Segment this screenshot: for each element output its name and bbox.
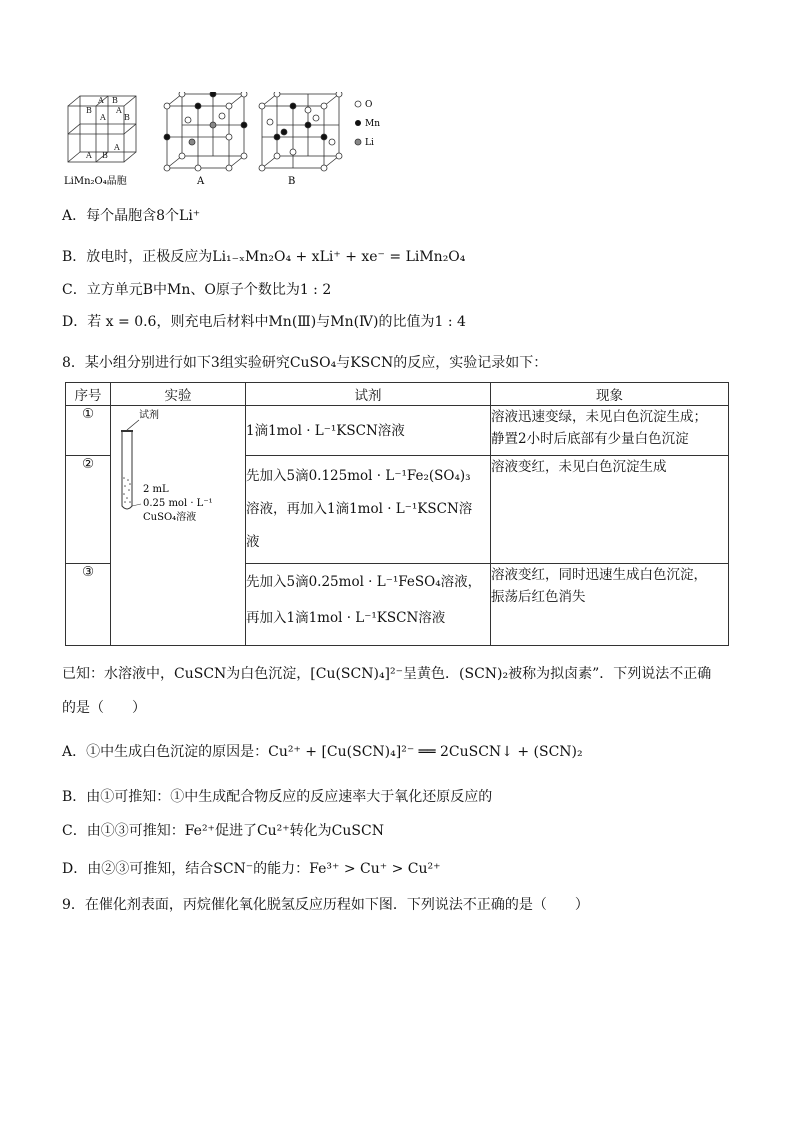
caption-a: A <box>197 176 205 187</box>
q7-option-a: A．每个晶胞含8个Li⁺ <box>62 208 201 224</box>
row-1-phenomenon: 溶液迅速变绿，未见白色沉淀生成； 静置2小时后底部有少量白色沉淀 <box>491 406 729 456</box>
row-1-no: ① <box>66 406 111 456</box>
crystal-figure <box>62 92 402 188</box>
experiment-table <box>65 382 729 646</box>
caption-b: B <box>288 176 296 187</box>
legend-mn-label: Mn <box>365 119 381 129</box>
row-1-reagent: 1滴1mol · L⁻¹KSCN溶液 <box>246 406 491 456</box>
svg-text:B: B <box>86 106 92 115</box>
header-experiment: 实验 <box>111 383 246 406</box>
table-header-row <box>66 383 729 406</box>
legend-mn-icon <box>355 120 361 126</box>
q7-option-b: B．放电时，正极反应为Li₁₋ₓMn₂O₄ + xLi⁺ + xe⁻ = LiMn₂O₄ <box>62 249 466 265</box>
svg-text:A: A <box>116 106 122 115</box>
cube-a <box>167 94 244 168</box>
svg-text:2 mL: 2 mL <box>143 484 169 495</box>
svg-text:A: A <box>86 151 92 160</box>
row-2-phenomenon: 溶液变红，未见白色沉淀生成 <box>491 456 729 564</box>
cube-b-atoms <box>259 92 342 171</box>
q8-option-c: C．由①③可推知：Fe²⁺促进了Cu²⁺转化为CuSCN <box>62 823 384 839</box>
header-reagent: 试剂 <box>246 383 491 406</box>
row-2-no: ② <box>66 456 111 564</box>
header-no: 序号 <box>66 383 111 406</box>
legend-o-label: O <box>365 100 373 110</box>
q8-known-line-2: 的是（ ） <box>62 700 146 716</box>
header-phenomenon: 现象 <box>491 383 729 406</box>
svg-text:B: B <box>124 113 130 122</box>
row-3-no: ③ <box>66 564 111 646</box>
row-3-phenomenon: 溶液变红，同时迅速生成白色沉淀， 振荡后红色消失 <box>491 564 729 646</box>
q8-stem: 8．某小组分别进行如下3组实验研究CuSO₄与KSCN的反应，实验记录如下： <box>62 355 548 371</box>
legend-o-icon <box>355 101 361 107</box>
q8-known-line-1: 已知：水溶液中，CuSCN为白色沉淀，[Cu(SCN)₄]²⁻呈黄色．(SCN)₂被称为拟卤素”．下列说法不正确 <box>62 666 712 682</box>
svg-text:B: B <box>102 151 108 160</box>
svg-text:CuSO₄溶液: CuSO₄溶液 <box>143 512 197 523</box>
q8-option-a: A．①中生成白色沉淀的原因是：Cu²⁺ + [Cu(SCN)₄]²⁻ ══ 2CuSCN↓ + (SCN)₂ <box>62 744 583 760</box>
legend-li-label: Li <box>365 138 374 148</box>
q7-option-d: D．若 x = 0.6，则充电后材料中Mn(Ⅲ)与Mn(Ⅳ)的比值为1 : 4 <box>62 314 466 330</box>
q9-stem: 9．在催化剂表面，丙烷催化氧化脱氢反应历程如下图．下列说法不正确的是（ ） <box>62 897 589 913</box>
legend-li-icon <box>355 139 361 145</box>
caption-main: LiMn₂O₄晶胞 <box>64 176 127 187</box>
cube-letters <box>85 96 130 160</box>
cube-b <box>262 94 339 168</box>
svg-text:A: A <box>100 113 106 122</box>
table-row <box>66 406 729 456</box>
svg-text:A: A <box>114 143 120 152</box>
crystal-structures-drawing <box>62 92 402 188</box>
svg-text:0.25 mol · L⁻¹: 0.25 mol · L⁻¹ <box>143 498 213 509</box>
experiment-apparatus <box>111 406 246 646</box>
cube-a-atoms <box>164 92 247 171</box>
svg-text:B: B <box>112 96 118 105</box>
row-2-reagent: 先加入5滴0.125mol · L⁻¹Fe₂(SO₄)₃ 溶液，再加入1滴1mol · L⁻¹KSCN溶 液 <box>246 456 491 564</box>
q8-option-b: B．由①可推知：①中生成配合物反应的反应速率大于氧化还原反应的 <box>62 789 493 805</box>
legend <box>355 100 380 148</box>
row-3-reagent: 先加入5滴0.25mol · L⁻¹FeSO₄溶液， 再加入1滴1mol · L⁻¹KSCN溶液 <box>246 564 491 646</box>
q7-option-c: C．立方单元B中Mn、O原子个数比为1 : 2 <box>62 282 332 298</box>
tube-top-label: 试剂 <box>139 410 159 421</box>
svg-text:A: A <box>98 96 104 105</box>
test-tube-drawing <box>111 406 245 536</box>
q8-option-d: D．由②③可推知，结合SCN⁻的能力：Fe³⁺ > Cu⁺ > Cu²⁺ <box>62 861 441 877</box>
